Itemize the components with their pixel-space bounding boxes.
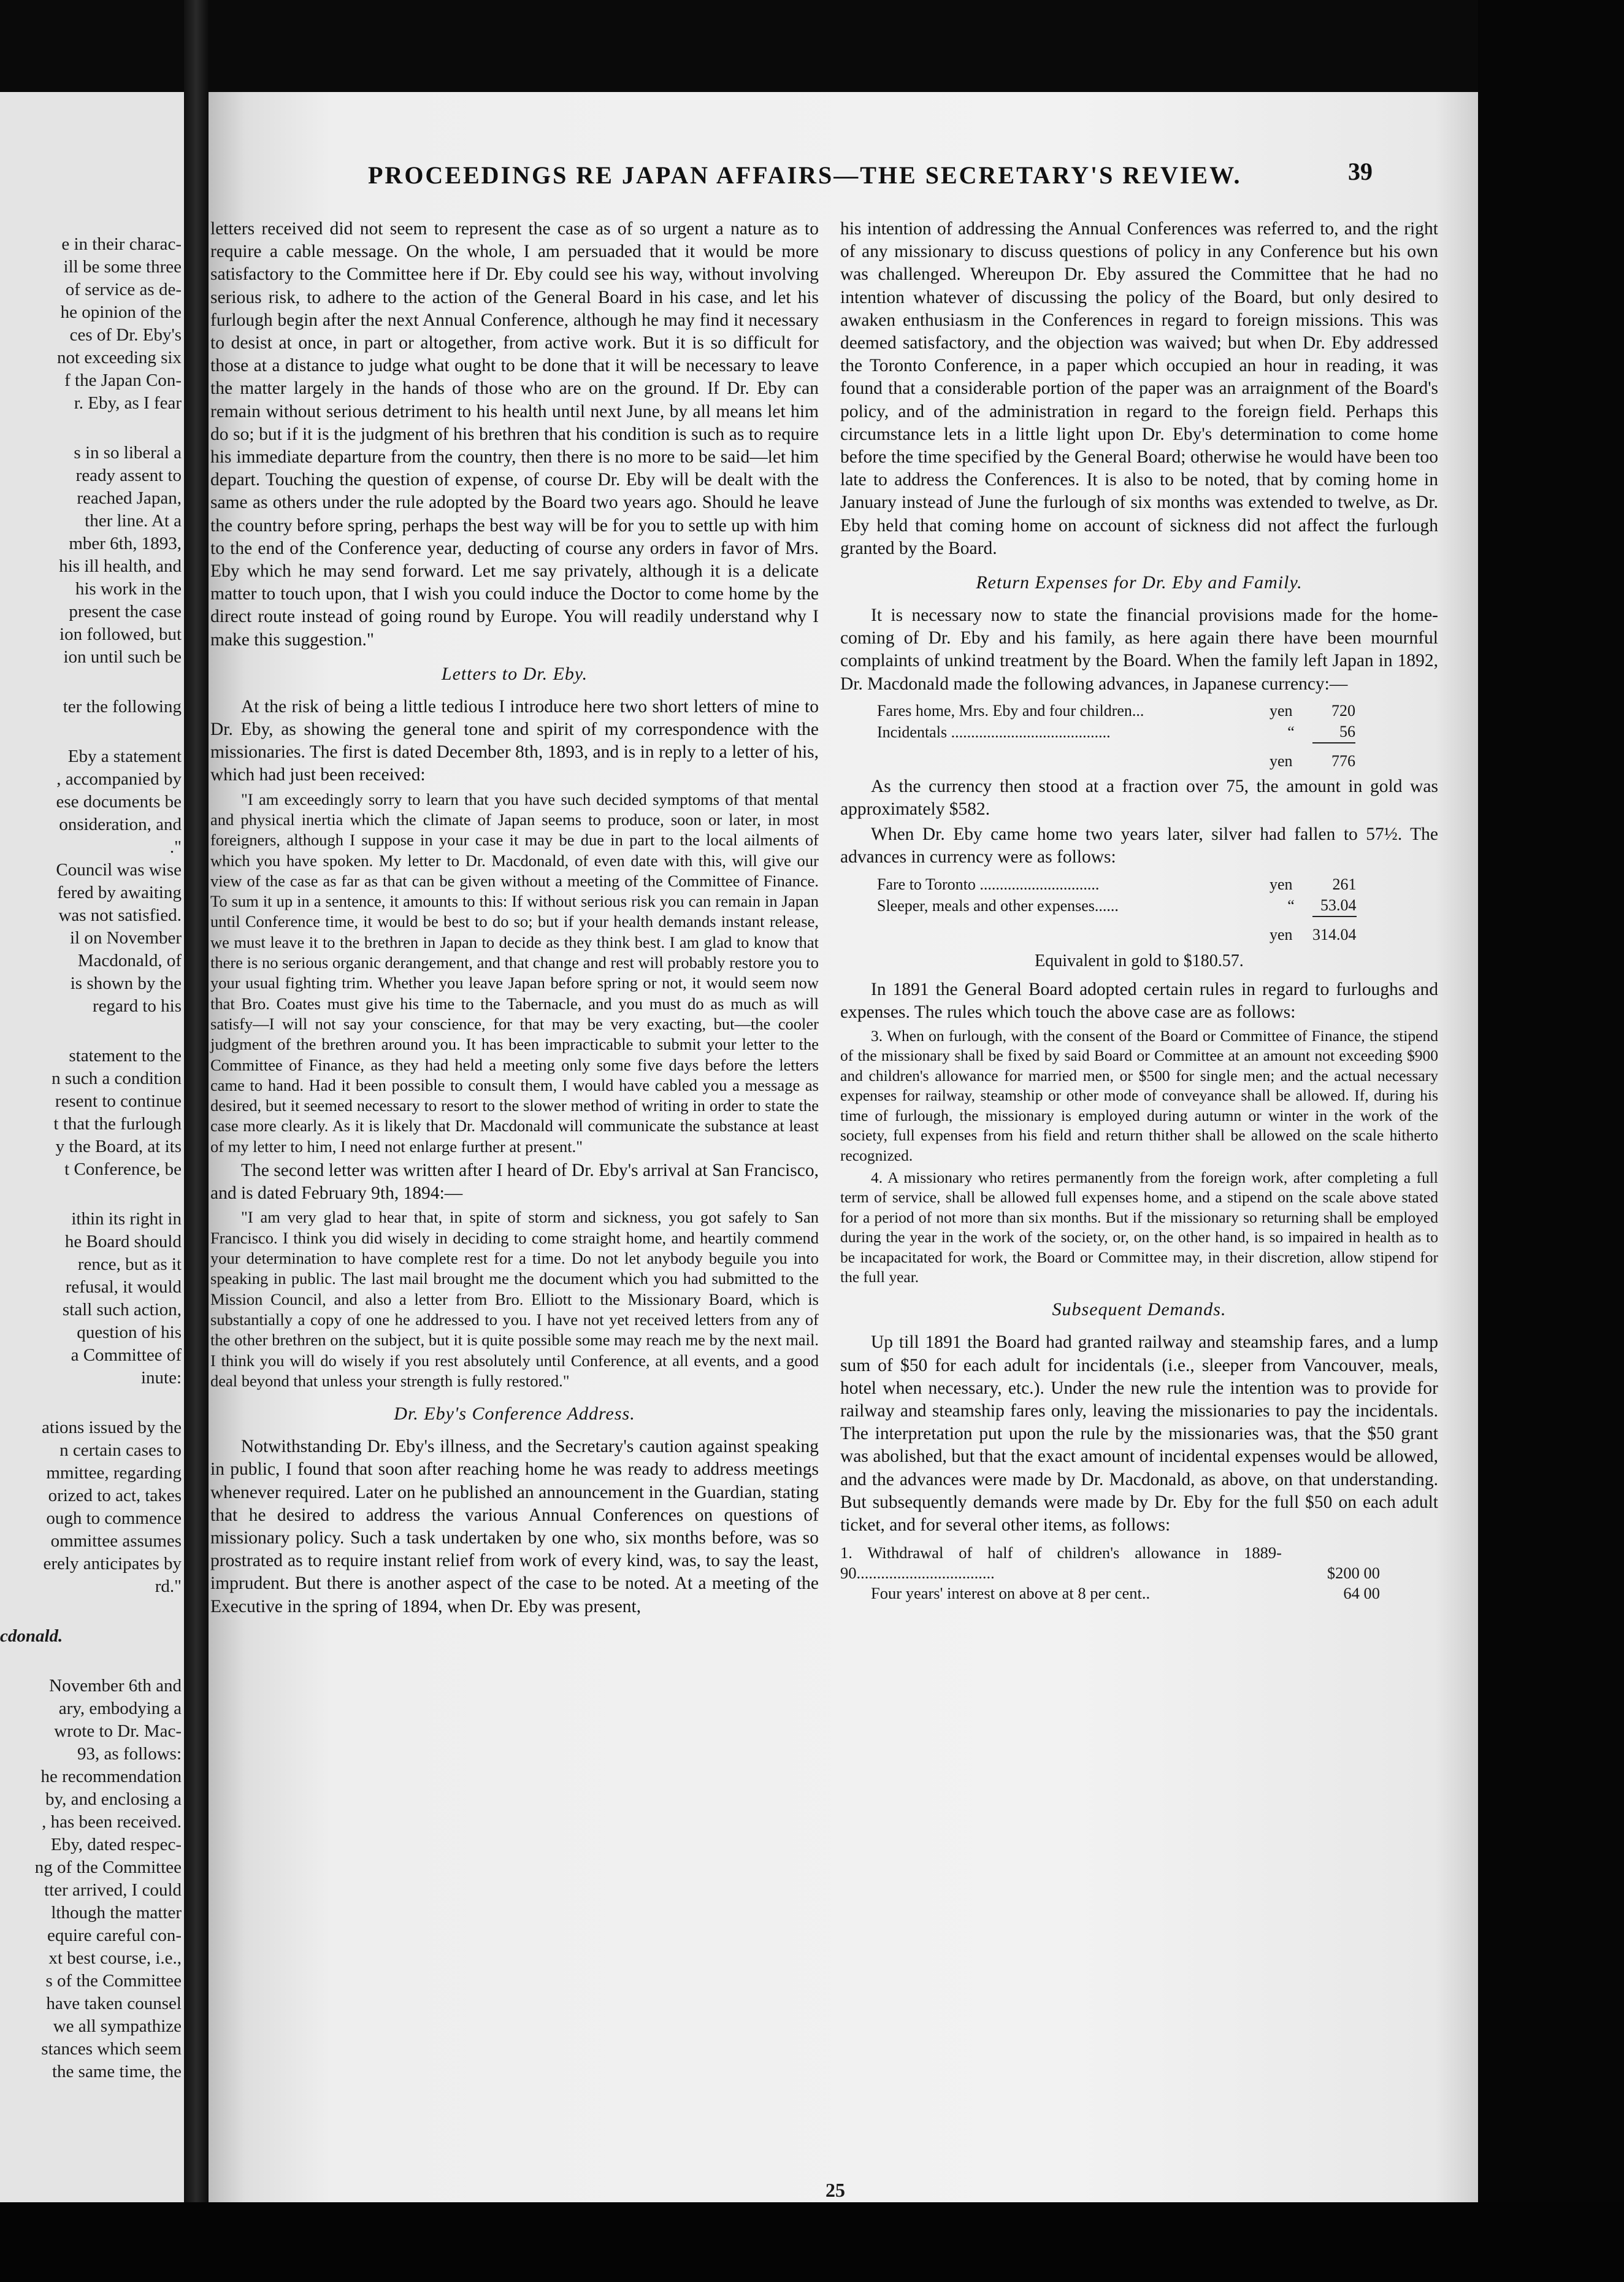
rule-3: 3. When on furlough, with the consent of the Board or Committee of Finance, the stipend of the missionary shall be fixed by said Board or Committee at an amount not exceeding $900 and children's allowance for married men, or $500 for single men; and the actual necessary expenses for railway, steamship or other mode of conveyance shall be allowed. If, during his time of furlough, the missionary is employed during autumn or winter in the work of the society, full expenses from his field and return thither shall be allowed on the scale hitherto recognized. bbox=[840, 1027, 1438, 1164]
facing-page-line: ion followed, but bbox=[59, 624, 182, 644]
facing-page-line: lthough the matter bbox=[51, 1903, 182, 1923]
paragraph: The second letter was written after I heard of Dr. Eby's arrival at San Francisco, and is dated February 9th, 1894:— bbox=[210, 1161, 819, 1204]
facing-page-line: f the Japan Con- bbox=[64, 371, 182, 390]
total-amount: 314.04 bbox=[1312, 925, 1357, 943]
facing-page-line: ill be some three bbox=[63, 257, 182, 277]
facing-page-line: ther line. At a bbox=[85, 511, 182, 531]
left-column bbox=[210, 218, 819, 1621]
facing-page-line: his work in the bbox=[75, 579, 182, 599]
paragraph: At the risk of being a little tedious I introduce here two short letters of mine to Dr. Eby, as showing the general tone and spirit of my correspondence with the missionaries. The first is dated December 8th, 1893, and is in reply to a letter of his, which had just been received: bbox=[210, 696, 819, 785]
facing-page-line: ary, embodying a bbox=[58, 1699, 182, 1718]
paragraph: It is necessary now to state the financial provisions made for the home-coming of Dr. Eby and his family, as here again there have been mournful complaints of unkind treatment by the Board. When the family left Japan in 1892, Dr. Macdonald made the following advances, in Japanese currency:— bbox=[840, 605, 1438, 694]
facing-page-line: statement to the bbox=[69, 1046, 182, 1066]
total-currency: yen bbox=[1270, 751, 1293, 770]
row-label: Fare to Toronto .............................. bbox=[877, 875, 1100, 893]
facing-page-line: not exceeding six bbox=[57, 348, 182, 367]
facing-page-line bbox=[0, 1018, 184, 1045]
facing-page-line: ithin its right in bbox=[71, 1209, 182, 1229]
facing-page-line: ." bbox=[169, 837, 182, 857]
claim-row bbox=[840, 1583, 1438, 1604]
facing-page-line: cdonald. bbox=[0, 1626, 63, 1646]
row-currency: yen bbox=[1270, 875, 1293, 893]
advances-table-1894 bbox=[877, 874, 1357, 945]
microfilm-right-border bbox=[1478, 0, 1624, 2282]
facing-page-line: reached Japan, bbox=[77, 488, 182, 508]
facing-page-line: of service as de- bbox=[65, 280, 182, 299]
facing-page-line: his ill health, and bbox=[59, 556, 182, 576]
microfilm-top-border bbox=[0, 0, 1624, 92]
facing-page-line bbox=[0, 1389, 184, 1416]
facing-page-line: ommittee assumes bbox=[50, 1531, 182, 1551]
facing-page-line: y the Board, at its bbox=[55, 1137, 182, 1156]
facing-page-line: orized to act, takes bbox=[48, 1486, 182, 1505]
facing-page-line: Council was wise bbox=[56, 860, 182, 880]
advances-table-1892 bbox=[877, 701, 1355, 772]
quoted-letter: "I am very glad to hear that, in spite of storm and sickness, you got safely to San Francisco. I think you did wisely in deciding to come straight home, and heartily commend your determination to have complete rest for a time. Do not let anybody beguile you into speaking in public. The last mail brought me the document which you had submitted to the Mission Council, and also a letter from Bro. Elliott to the Missionary Board, which is substantially a copy of one he addressed to you. I have not yet received letters from any of the other brethren on the subject, but it is quite possible some may reach me by the next mail. I think you will do wisely if you rest absolutely until Conference, at all events, and a good deal beyond that unless your strength is fully restored." bbox=[210, 1208, 819, 1390]
facing-page-line: r. Eby, as I fear bbox=[74, 393, 182, 413]
facing-page-line bbox=[0, 415, 184, 442]
facing-page-line: present the case bbox=[69, 602, 182, 621]
row-amount: 261 bbox=[1332, 875, 1357, 893]
paragraph: Up till 1891 the Board had granted railway and steamship fares, and a lump sum of $50 for each adult for incidentals (i.e., sleeper from Vancouver, meals, hotel when necessary, etc.). Under the new rule the intention was to provide for railway and steamship fares only, leaving the missionaries to pay the incidentals. The interpretation put upon the rule by the missionaries was, that the $50 grant was abolished, but that the exact amount of incidental expenses would be allowed, and the advances were made by Dr. Macdonald, as above, on that understanding. But subsequently demands were made by Dr. Eby for the full $50 on each adult ticket, and for several other items, as follows: bbox=[840, 1332, 1438, 1535]
facing-page-line: mber 6th, 1893, bbox=[69, 534, 182, 553]
table-row bbox=[877, 895, 1357, 916]
paragraph: letters received did not seem to represent the case as of so urgent a nature as to require a cable message. On the whole, I am persuaded that it would be more satisfactory to the Committee here if Dr. Eby could see his way, without involving serious risk, to adhere to the action of the General Board in his case, and let his furlough begin after the next Annual Conference, although he may find it necessary to desist at once, in part or altogether, from active work. But it is so difficult for those at a distance to judge what ought to be done that it will be necessary to leave the matter largely in the hands of those who are on the ground. If Dr. Eby can remain without serious detriment to his health until next June, by all means let him do so; but if it is the judgment of his brethren that his condition is such as to require his immediate departure from the country, then there is no more to be said—let him depart. Touching the question of expense, of course Dr. Eby will be dealt with the same as others under the rule adopted by the Board two years ago. Should he leave the country before spring, perhaps the best way will be for you to settle up with him to the end of the Conference year, deducting of course any orders in favor of Mrs. Eby which he may send forward. Let me say privately, although it is a delicate matter to touch upon, that I wish you could induce the Doctor to come home by the direct route instead of going round by Europe. You will readily understand why I make this suggestion." bbox=[210, 219, 819, 650]
facing-page-line: erely anticipates by bbox=[43, 1554, 182, 1573]
facing-page-line: the same time, the bbox=[52, 2062, 182, 2081]
claim-value: 64 00 bbox=[1343, 1584, 1380, 1603]
facing-page-line: he Board should bbox=[64, 1232, 182, 1251]
paragraph: When Dr. Eby came home two years later, silver had fallen to 57½. The advances in currency were as follows: bbox=[840, 824, 1438, 867]
row-amount: 53.04 bbox=[1312, 895, 1357, 916]
facing-page-line: tter arrived, I could bbox=[44, 1880, 182, 1900]
facing-page-line: stances which seem bbox=[41, 2039, 182, 2059]
running-header: PROCEEDINGS RE JAPAN AFFAIRS—THE SECRETARY'S REVIEW. bbox=[368, 161, 1242, 189]
row-currency: “ bbox=[1287, 723, 1295, 741]
facing-page-line: t Conference, be bbox=[64, 1159, 182, 1179]
row-amount: 720 bbox=[1331, 701, 1355, 720]
facing-page-line: question of his bbox=[77, 1323, 182, 1342]
paragraph: Notwithstanding Dr. Eby's illness, and the Secretary's caution against speaking in public, I found that soon after reaching home he was ready to address meetings whenever required. Later on he published an announcement in the Guardian, stating that he desired to address the various Annual Conferences on questions of missionary policy. Such a task undertaken by one who, six months before, was so prostrated as to require instant relief from work of every kind, was, to say the least, imprudent. But there is another aspect of the case to be noted. At a meeting of the Executive in the spring of 1894, when Dr. Eby was present, bbox=[210, 1437, 819, 1616]
facing-page-line: by, and enclosing a bbox=[45, 1789, 182, 1809]
facing-page-line: have taken counsel bbox=[46, 1994, 182, 2013]
paragraph: In 1891 the General Board adopted certain rules in regard to furloughs and expenses. The rules which touch the above case are as follows: bbox=[840, 979, 1438, 1022]
table-row bbox=[877, 701, 1355, 721]
facing-page-line: ter the following bbox=[63, 697, 182, 716]
facing-page-line: t that the furlough bbox=[53, 1114, 182, 1134]
facing-page-line: Macdonald, of bbox=[77, 951, 182, 970]
facing-page-line: a Committee of bbox=[71, 1345, 182, 1365]
facing-page-line: ng of the Committee bbox=[34, 1857, 182, 1877]
claim-label: 1. Withdrawal of half of children's allowance in 1889-90.................................. bbox=[840, 1543, 1282, 1583]
facing-page-line: resent to continue bbox=[55, 1091, 182, 1111]
facing-page-line: Eby a statement bbox=[67, 747, 182, 766]
facing-page-line bbox=[0, 1648, 184, 1675]
facing-page-line: e in their charac- bbox=[61, 234, 182, 254]
table-total-row bbox=[877, 916, 1357, 945]
facing-page-line: rence, but as it bbox=[77, 1254, 182, 1274]
claims-list bbox=[840, 1543, 1438, 1604]
facing-page-line: is shown by the bbox=[70, 974, 182, 993]
facing-page-line: wrote to Dr. Mac- bbox=[54, 1721, 182, 1741]
facing-page-line: regard to his bbox=[93, 996, 182, 1016]
facing-page-line: ough to commence bbox=[46, 1508, 182, 1528]
facing-page-line: inute: bbox=[140, 1368, 182, 1388]
facing-page-line: ion until such be bbox=[63, 647, 182, 667]
page-number: 39 bbox=[1348, 158, 1373, 185]
facing-page-line: onsideration, and bbox=[59, 815, 182, 834]
facing-page-line: ready assent to bbox=[75, 466, 182, 485]
row-currency: “ bbox=[1287, 896, 1295, 915]
facing-page-line: n such a condition bbox=[52, 1069, 182, 1088]
facing-page-line bbox=[0, 1181, 184, 1208]
gold-equivalent: Equivalent in gold to $180.57. bbox=[1035, 951, 1244, 970]
footer-page-number: 25 bbox=[825, 2179, 845, 2201]
paragraph: his intention of addressing the Annual Conferences was referred to, and the right of any missionary to discuss questions of policy in any Conference but his own was challenged. Whereupon Dr. Eby assured the Committee that he had no intention whatever of discussing the policy of the Board, but only desired to awaken enthusiasm in the Conferences in regard to foreign missions. This was deemed satisfactory, and the objection was waived; but when Dr. Eby addressed the Toronto Conference, in a paper which occupied an hour in reading, it was found that a considerable portion of the paper was an arraignment of the Board's policy, and of the administration in regard to the foreign field. Perhaps this circumstance lets in a little light upon Dr. Eby's determination to come home before the time specified by the General Board; otherwise he would have been too late to address the Conferences. It is also to be noted, that by coming home in January instead of June the furlough of six months was extended to twelve, as Dr. Eby held that coming home on account of sickness did not affect the furlough granted by the Board. bbox=[840, 219, 1438, 558]
total-currency: yen bbox=[1270, 925, 1293, 943]
row-currency: yen bbox=[1270, 701, 1293, 720]
section-heading-address: Dr. Eby's Conference Address. bbox=[394, 1404, 635, 1424]
facing-page-line: we all sympathize bbox=[53, 2016, 182, 2036]
facing-page-line: was not satisfied. bbox=[58, 905, 182, 925]
paragraph: As the currency then stood at a fraction over 75, the amount in gold was approximately $582. bbox=[840, 776, 1438, 820]
facing-page-fragment bbox=[0, 92, 184, 2202]
table-row bbox=[877, 721, 1355, 743]
facing-page-text bbox=[0, 233, 184, 2083]
facing-page-line: ations issued by the bbox=[42, 1418, 182, 1437]
section-heading-subsequent-demands: Subsequent Demands. bbox=[1052, 1299, 1227, 1320]
table-total-row bbox=[877, 743, 1355, 772]
table-row bbox=[877, 874, 1357, 895]
total-amount: 776 bbox=[1331, 751, 1355, 770]
row-amount: 56 bbox=[1312, 721, 1355, 743]
facing-page-line: equire careful con- bbox=[47, 1926, 182, 1945]
facing-page-line: refusal, it would bbox=[65, 1277, 182, 1297]
facing-page-line: xt best course, i.e., bbox=[48, 1948, 182, 1968]
facing-page-line: ces of Dr. Eby's bbox=[69, 325, 182, 345]
facing-page-line: stall such action, bbox=[62, 1300, 182, 1320]
section-heading-return-expenses: Return Expenses for Dr. Eby and Family. bbox=[976, 572, 1303, 593]
facing-page-line: s in so liberal a bbox=[74, 443, 182, 463]
facing-page-line: , has been received. bbox=[42, 1812, 182, 1832]
facing-page-line bbox=[0, 669, 184, 696]
claim-row bbox=[840, 1543, 1438, 1583]
row-label: Sleeper, meals and other expenses...... bbox=[877, 896, 1119, 915]
facing-page-line: Eby, dated respec- bbox=[50, 1835, 182, 1854]
row-label: Fares home, Mrs. Eby and four children... bbox=[877, 701, 1144, 720]
facing-page-line: , accompanied by bbox=[56, 769, 182, 789]
section-heading-letters: Letters to Dr. Eby. bbox=[441, 663, 588, 684]
row-label: Incidentals ........................................ bbox=[877, 723, 1111, 741]
quoted-letter: "I am exceedingly sorry to learn that you have such decided symptoms of that mental and physical inertia which the climate of Japan seems to produce, soon or later, in most foreigners, although I suppose in your case it may be due in part to the local ailments of which you have spoken. My letter to Dr. Macdonald, of even date with this, will give our view of the case as far as that can be given without a meeting of the Committee of Finance. To sum it up in a sentence, it amounts to this: If without serious risk you can remain in Japan until Conference time, it would be best to do so; but if your health demands instant release, we must leave it to the brethren in Japan to decide as they think best. I am glad to know that there is no serious organic derangement, and that change and rest will probably restore you to your usual fighting trim. Whether you leave Japan before spring or not, it would seem now that Bro. Coates must give his time to the Tabernacle, and you must do as much as will satisfy—I will not say your conscience, for that may be very exacting, but—the cooler judgment of the brethren around you. It has been impracticable to submit your letter to the Committee of Finance, as they had held a meeting only some five days before the letters came to hand. Had it been possible to consult them, I would have cabled you a message as desired, but it seemed necessary to resort to the slower method of writing in order to state the case more clearly. As it is likely that Dr. Macdonald will communicate the substance at least of my letter to him, I need not enlarge further at present." bbox=[210, 789, 819, 1156]
facing-page-line: November 6th and bbox=[49, 1676, 182, 1696]
microfilm-bottom-border bbox=[0, 2202, 1624, 2282]
facing-page-line: il on November bbox=[69, 928, 182, 948]
facing-page-line: ese documents be bbox=[56, 792, 182, 812]
facing-page-line: fered by awaiting bbox=[57, 883, 182, 902]
book-spine-gutter bbox=[184, 0, 209, 2282]
facing-page-line: 93, as follows: bbox=[77, 1744, 182, 1764]
facing-page-line: he opinion of the bbox=[60, 302, 182, 322]
rule-4: 4. A missionary who retires permanently from the foreign work, after completing a full term of service, shall be allowed full expenses home, and a stipend on the scale above stated for a period of not more than six months. But if the missionary so returning shall be employed during the year in the work of the society, or, on the other hand, is so impaired in health as to be incapacitated for work, the Board or Committee may, in their discretion, allow stipend for the full year. bbox=[840, 1168, 1438, 1286]
facing-page-line bbox=[0, 1598, 184, 1625]
facing-page-line: he recommendation bbox=[40, 1767, 182, 1786]
claim-label: Four years' interest on above at 8 per cent.. bbox=[871, 1584, 1151, 1603]
facing-page-line bbox=[0, 718, 184, 745]
document-page bbox=[209, 92, 1478, 2202]
facing-page-line: n certain cases to bbox=[59, 1440, 182, 1460]
facing-page-line: mmittee, regarding bbox=[46, 1463, 182, 1483]
right-column bbox=[840, 218, 1438, 1604]
claim-value: $200 00 bbox=[1327, 1564, 1380, 1583]
facing-page-line: rd." bbox=[155, 1577, 182, 1596]
facing-page-line: s of the Committee bbox=[45, 1971, 182, 1991]
